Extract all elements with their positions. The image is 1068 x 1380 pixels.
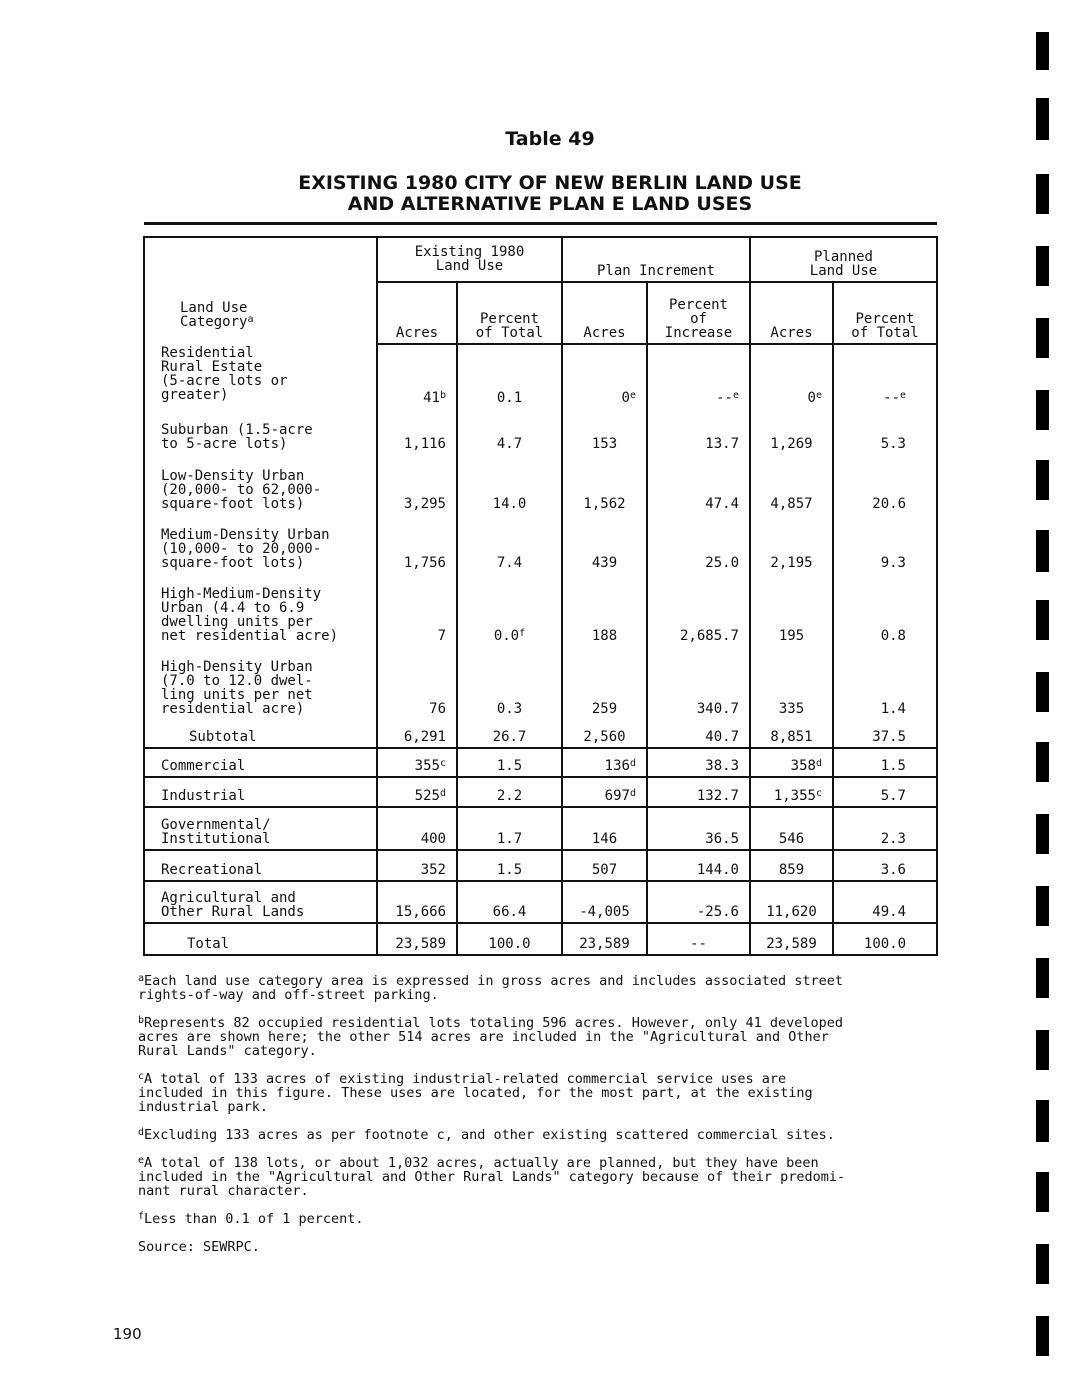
row-label-subtotal: Subtotal [144, 719, 377, 748]
table-row: Recreational 352 1.5 507 144.0 859 3.6 [144, 850, 937, 881]
row-label-high-medium-density: High-Medium-Density Urban (4.4 to 6.9 dwelling units per net residential acre) [144, 573, 377, 646]
row-label-agricultural: Agricultural and Other Rural Lands [144, 881, 377, 923]
table-row: Industrial 525$^d$ 2.2 697$^d$ 132.7 1,355$^c$ 5.7 [144, 777, 937, 807]
table-row: Commercial 355$^c$ 1.5 136$^d$ 38.3 358$^d$ 1.5 [144, 748, 937, 777]
footnote-e: $^e$A total of 138 lots, or about 1,032 acres, actually are planned, but they have been included in the "Agricultural and Other Rural Lands" category because of their predomi- nant rural character. [138, 1155, 846, 1199]
category-column-header: Land Use Category$^a$ [180, 300, 254, 330]
col-existing-acres: Acres [377, 282, 457, 344]
table-row: Agricultural and Other Rural Lands 15,666 66.4 -4,005 -25.6 11,620 49.4 [144, 881, 937, 923]
table-row: High-Density Urban (7.0 to 12.0 dwel- ling units per net residential acre) 76 0.3 259 340.7 335 1.4 [144, 646, 937, 719]
col-existing-percent: Percent of Total [457, 282, 562, 344]
footnote-c: $^c$A total of 133 acres of existing industrial-related commercial service uses are included in this figure. These uses are located, for the most part, at the existing industrial park. [138, 1071, 813, 1115]
row-label-governmental: Governmental/ Institutional [144, 807, 377, 850]
total-row: Total 23,589 100.0 23,589 -- 23,589 100.0 [144, 923, 937, 955]
col-increment-percent: Percent of Increase [647, 282, 750, 344]
source-note: Source: SEWRPC. [138, 1239, 260, 1255]
land-use-table [143, 236, 938, 956]
group-header-row [144, 237, 937, 282]
increment-group-header: Plan Increment [562, 237, 750, 282]
col-increment-acres: Acres [562, 282, 647, 344]
row-label-medium-density: Medium-Density Urban (10,000- to 20,000- square-foot lots) [144, 514, 377, 573]
planned-group-header: Planned Land Use [750, 237, 937, 282]
col-planned-percent: Percent of Total [833, 282, 937, 344]
footnote-a: $^a$Each land use category area is expressed in gross acres and includes associated street rights-of-way and off-street parking. [138, 973, 844, 1003]
footnotes [138, 974, 968, 1268]
row-label-recreational: Recreational [144, 850, 377, 881]
table-title-line-2: AND ALTERNATIVE PLAN E LAND USES [347, 193, 753, 215]
table-row: Low-Density Urban (20,000- to 62,000- square-foot lots) 3,295 14.0 1,562 47.4 4,857 20.6 [144, 454, 937, 514]
table-number: Table 49 [505, 128, 595, 150]
row-label-rural-estate: Residential Rural Estate (5-acre lots or greater) [144, 344, 377, 408]
row-label-high-density: High-Density Urban (7.0 to 12.0 dwel- ling units per net residential acre) [144, 646, 377, 719]
title-rule [144, 222, 937, 225]
page-number: 190 [113, 1325, 142, 1343]
col-planned-acres: Acres [750, 282, 833, 344]
row-label-industrial: Industrial [144, 777, 377, 807]
subtotal-row: Subtotal 6,291 26.7 2,560 40.7 8,851 37.5 [144, 719, 937, 748]
row-label-total: Total [144, 923, 377, 955]
row-label-suburban: Suburban (1.5-acre to 5-acre lots) [144, 408, 377, 454]
footnote-d: $^d$Excluding 133 acres as per footnote c, and other existing scattered commercial sites. [138, 1127, 835, 1143]
footnote-f: $^f$Less than 0.1 of 1 percent. [138, 1211, 364, 1227]
row-label-low-density: Low-Density Urban (20,000- to 62,000- square-foot lots) [144, 454, 377, 514]
footnote-b: $^b$Represents 82 occupied residential lots totaling 596 acres. However, only 41 developed acres are shown here; the other 514 acres are included in the "Agricultural and Other Rural Lands" category. [138, 1015, 844, 1059]
table-title-line-1: EXISTING 1980 CITY OF NEW BERLIN LAND USE [298, 172, 802, 194]
existing-group-header: Existing 1980 Land Use [377, 237, 562, 282]
row-label-commercial: Commercial [144, 748, 377, 777]
table-row: Residential Rural Estate (5-acre lots or greater) 41$^b$ 0.1 0e --$^e$ 0e --$^e$ [144, 344, 937, 408]
table-row: Governmental/ Institutional 400 1.7 146 36.5 546 2.3 [144, 807, 937, 850]
table-row: High-Medium-Density Urban (4.4 to 6.9 dwelling units per net residential acre) 7 0.0$^f$ 188 2,685.7 195 0.8 [144, 573, 937, 646]
table-row: Medium-Density Urban (10,000- to 20,000- square-foot lots) 1,756 7.4 439 25.0 2,195 9.3 [144, 514, 937, 573]
table-row: Suburban (1.5-acre to 5-acre lots) 1,116 4.7 153 13.7 1,269 5.3 [144, 408, 937, 454]
